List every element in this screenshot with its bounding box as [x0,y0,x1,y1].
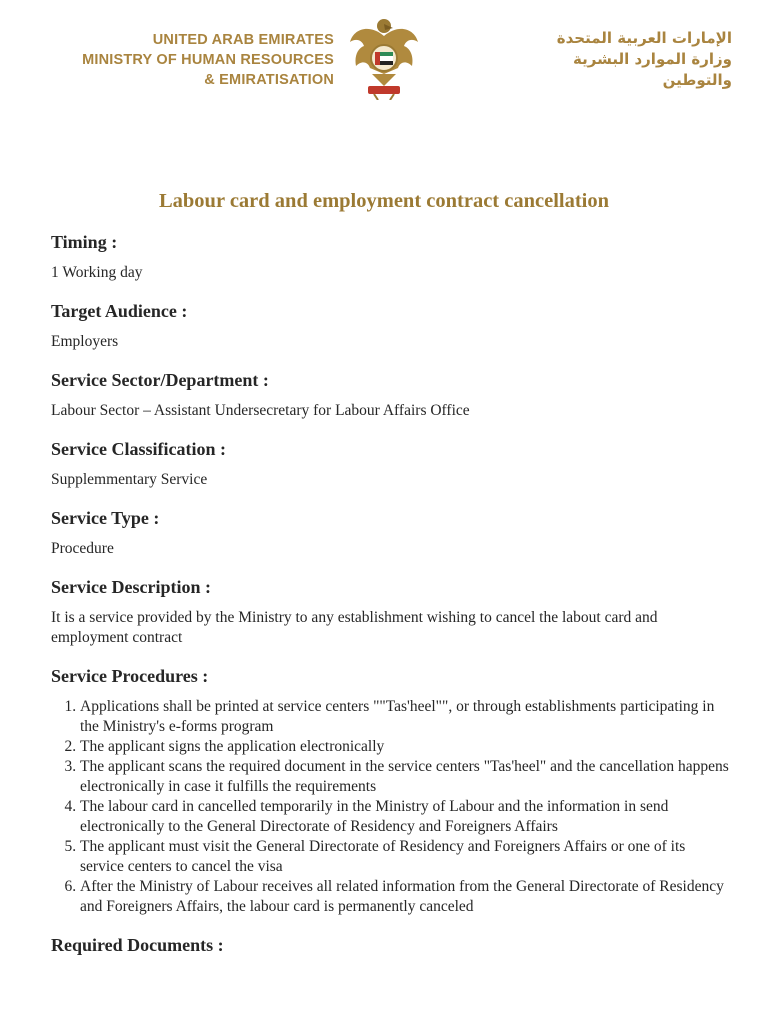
classification-value: Supplemmentary Service [51,471,208,488]
sector-label: Service Sector/Department : [51,370,269,390]
timing-value: 1 Working day [51,264,143,281]
arabic-line-3: والتوطين [662,71,732,89]
uae-eagle-emblem-icon [348,14,420,100]
ministry-line-2: MINISTRY OF HUMAN RESOURCES [82,52,334,68]
list-item: 3. The applicant scans the required document in the service centers "Tas'heel" and the cancellation happens electronically in case it fulfills the requirements [80,757,731,797]
audience-section [51,298,731,352]
ministry-name-english [34,30,334,90]
list-item: 6. After the Ministry of Labour receives all related information from the General Directorate of Residency and Foreigners Affairs, the labour card is permanently canceled [80,877,731,917]
audience-label: Target Audience : [51,301,188,321]
documents-label: Required Documents : [51,935,224,955]
timing-section [51,229,731,283]
service-details [51,229,731,973]
arabic-line-1: الإمارات العربية المتحدة [556,29,732,47]
classification-section [51,436,731,490]
sector-section [51,367,731,421]
description-section [51,574,731,648]
procedures-section [51,663,731,917]
timing-label: Timing : [51,232,118,252]
list-item: 1. Applications shall be printed at service centers ""Tas'heel"", or through establishments participating in the Ministry's e-forms program [80,697,731,737]
description-value: It is a service provided by the Ministry to any establishment wishing to cancel the labout card and employment contract [51,609,658,646]
letterhead [0,0,768,110]
audience-value: Employers [51,333,119,350]
type-section [51,505,731,559]
ministry-name-arabic [432,28,732,91]
ministry-line-1: UNITED ARAB EMIRATES [152,32,334,48]
list-item: 4. The labour card in cancelled temporarily in the Ministry of Labour and the information in send electronically to the General Directorate of Residency and Foreigners Affairs [80,797,731,837]
ministry-line-3: & EMIRATISATION [204,72,334,88]
procedures-label: Service Procedures : [51,666,209,686]
type-value: Procedure [51,540,114,557]
procedures-list [51,697,731,917]
arabic-line-2: وزارة الموارد البشرية [573,50,732,68]
documents-section [51,932,731,958]
list-item: 2. The applicant signs the application electronically [80,737,731,757]
document-title: Labour card and employment contract cancellation [158,190,610,212]
type-label: Service Type : [51,508,160,528]
description-label: Service Description : [51,577,211,597]
sector-value: Labour Sector – Assistant Undersecretary for Labour Affairs Office [51,402,470,419]
classification-label: Service Classification : [51,439,226,459]
list-item: 5. The applicant must visit the General Directorate of Residency and Foreigners Affairs or one of its service centers to cancel the visa [80,837,731,877]
